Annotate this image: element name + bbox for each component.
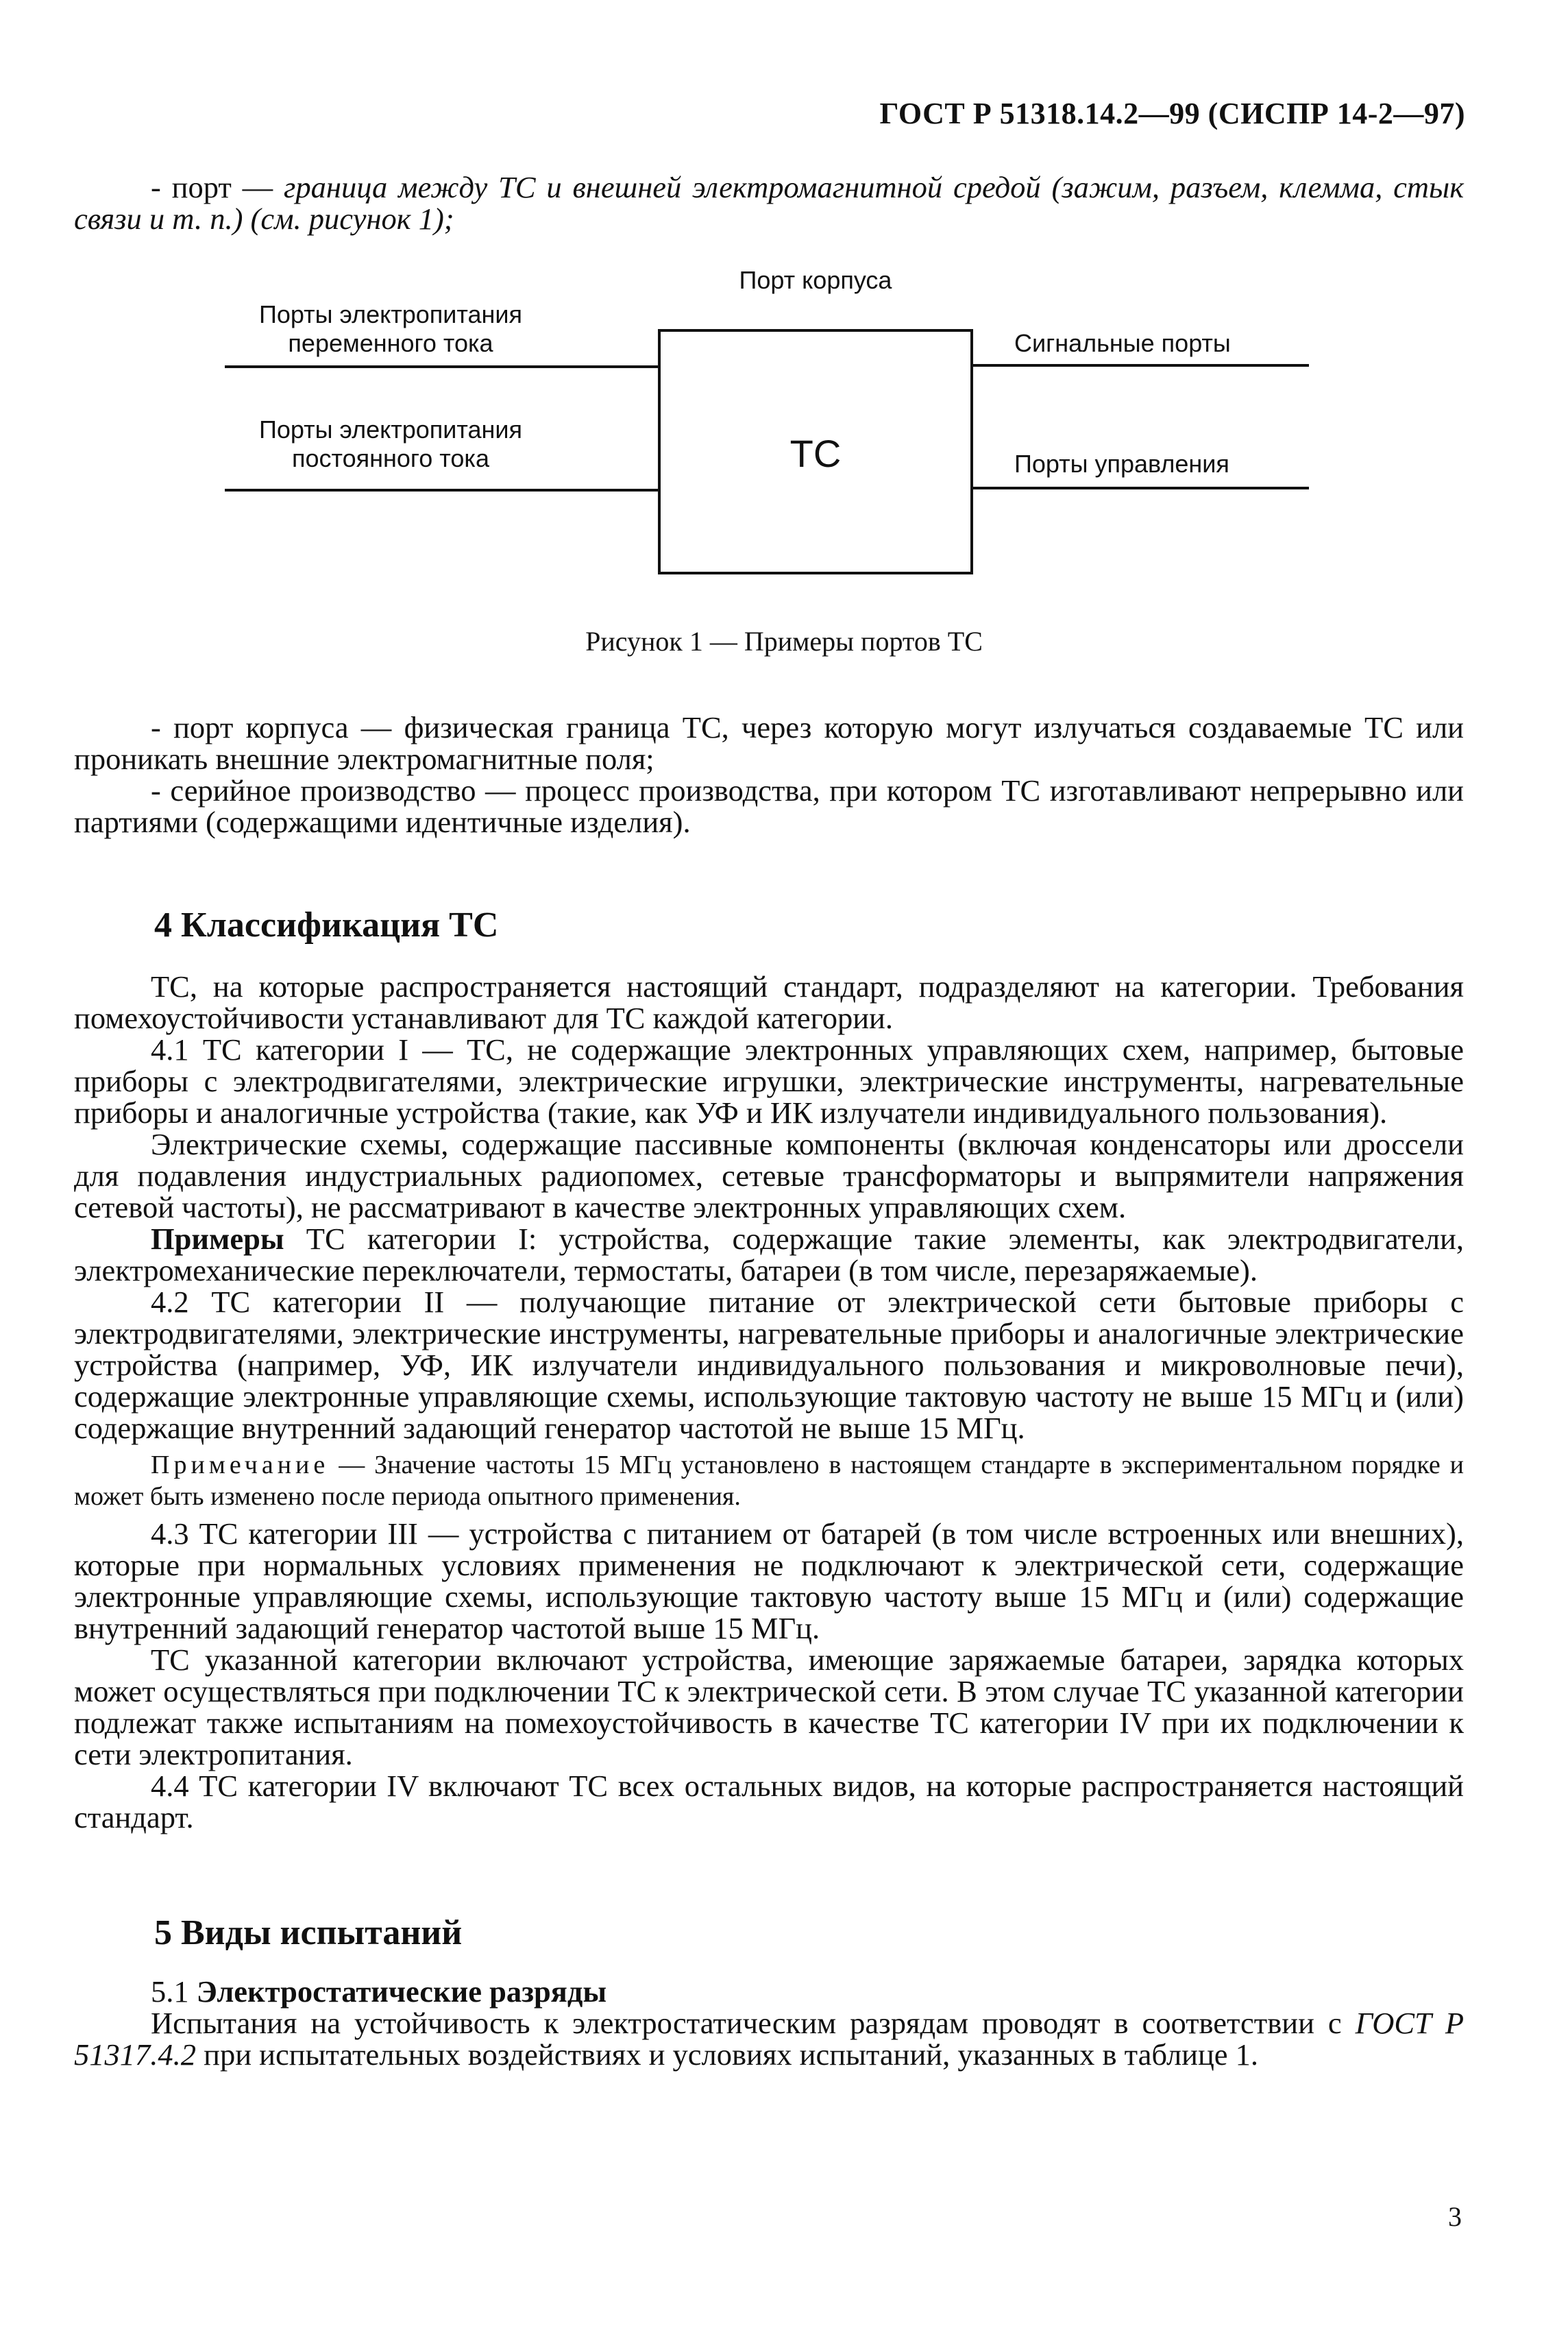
note-text: — Значение частоты 15 МГц установлено в настоящем стандарте в экспериментальном порядке и может быть изменено после периода опытного применения. [74,1451,1464,1511]
tc-box-label: ТС [789,432,842,475]
document-header: ГОСТ Р 51318.14.2—99 (СИСПР 14-2—97) [879,97,1465,130]
subsection-5-1-heading [74,1976,1464,2007]
examples-lead: Примеры [151,1222,284,1256]
paragraph-5-1 [74,2007,1464,2070]
ac-power-ports-label: Порты электропитания переменного тока [259,300,522,357]
standard-reference: ГОСТ Р 51317.4.2 [74,2006,1464,2072]
subsection-5-1-title: Электростатические разряды [196,1974,607,2009]
section-4-body [74,971,1464,1833]
subsection-5-1-number: 5.1 [151,1974,197,2009]
examples-text: ТС категории I: устройства, содержащие такие элементы, как электродвигатели, электромеханические переключатели, термостаты, батареи (в том числе, перезаряжаемые). [74,1222,1464,1287]
signal-port-line [972,364,1309,367]
paragraph-5-1-tail: при испытательных воздействиях и условиях испытаний, указанных в таблице 1. [196,2037,1259,2072]
serial-production-definition: - серийное производство — процесс производства, при котором ТС изготавливают непрерывно или партиями (содержащими идентичные изделия). [74,773,1464,839]
enclosure-port-label: Порт корпуса [739,266,892,294]
section-4-title: 4 Классификация ТС [154,906,499,945]
tc-box [658,329,973,574]
figure-caption: Рисунок 1 — Примеры портов ТС [585,626,983,657]
paragraph-4-4: 4.4 ТС категории IV включают ТС всех остальных видов, на которые распространяется настоящий стандарт. [74,1769,1464,1834]
note-paragraph [74,1449,1464,1512]
paragraph-4-3-batteries: ТС указанной категории включают устройства, имеющие заряжаемые батареи, зарядка которых может осуществляться при подключении ТС к электрической сети. В этом случае ТС указанной категории подлежат также испытаниям на помехоустойчивость в качестве ТС категории IV при их подключении к сети электропитания. [74,1642,1464,1771]
signal-ports-label: Сигнальные порты [1014,329,1231,357]
port-definition [74,171,1464,234]
control-port-line [972,487,1309,489]
section-4-intro: ТС, на которые распространяется настоящий стандарт, подразделяют на категории. Требования помехоустойчивости устанавливают для ТС каждой категории. [74,969,1464,1035]
section-5-title: 5 Виды испытаний [154,1913,463,1952]
ports-diagram [0,260,1568,657]
dc-power-ports-label: Порты электропитания постоянного тока [259,415,522,472]
definition-italic-text: граница между ТС и внешней электромагнитной средой (зажим, разъем, клемма, стык связи и т. п.) (см. рисунок 1); [74,170,1465,236]
paragraph-4-2: 4.2 ТС категории II — получающие питание от электрической сети бытовые приборы с электродвигателями, электрические инструменты, нагревательные приборы и аналогичные электрические устройства (например, УФ, ИК излучатели индивидуального пользования и микроволновые печи), содержащие электронные управляющие схемы, использующие тактовую частоту не выше 15 МГц и (или) содержащие внутренний задающий генератор частотой не выше 15 МГц. [74,1285,1464,1445]
enclosure-port-definition: - порт корпуса — физическая граница ТС, через которую могут излучаться создаваемые ТС или проникать внешние электромагнитные поля; [74,710,1464,776]
dc-power-port-line [225,489,659,492]
control-ports-label: Порты управления [1014,450,1229,478]
paragraph-4-3: 4.3 ТС категории III — устройства с питанием от батарей (в том числе встроенных или внешних), которые при нормальных условиях применения не подключают к электрической сети, содержащие электронные управляющие схемы, использующие тактовую частоту выше 15 МГц и (или) содержащие внутренний задающий генератор частотой выше 15 МГц. [74,1516,1464,1645]
examples-paragraph [74,1223,1464,1286]
definitions-block [74,712,1464,838]
note-lead: Примечание [151,1451,330,1479]
paragraph-4-1: 4.1 ТС категории I — ТС, не содержащие электронных управляющих схем, например, бытовые приборы с электродвигателями, электрические игрушки, электрические инструменты, нагревательные приборы и аналогичные устройства (такие, как УФ и ИК излучатели индивидуального пользования). [74,1032,1464,1130]
ac-power-port-line [225,365,659,368]
paragraph-5-1-lead: Испытания на устойчивость к электростатическим разрядам проводят в соответствии с [151,2006,1356,2040]
page-number: 3 [1448,2201,1462,2232]
definition-lead: - порт — [151,170,284,204]
section-5-body [74,1976,1464,2070]
paragraph-4-1-circuits: Электрические схемы, содержащие пассивные компоненты (включая конденсаторы или дроссели для подавления индустриальных радиопомех, сетевые трансформаторы и выпрямители напряжения сетевой частоты), не рассматривают в качестве электронных управляющих схем. [74,1127,1464,1224]
